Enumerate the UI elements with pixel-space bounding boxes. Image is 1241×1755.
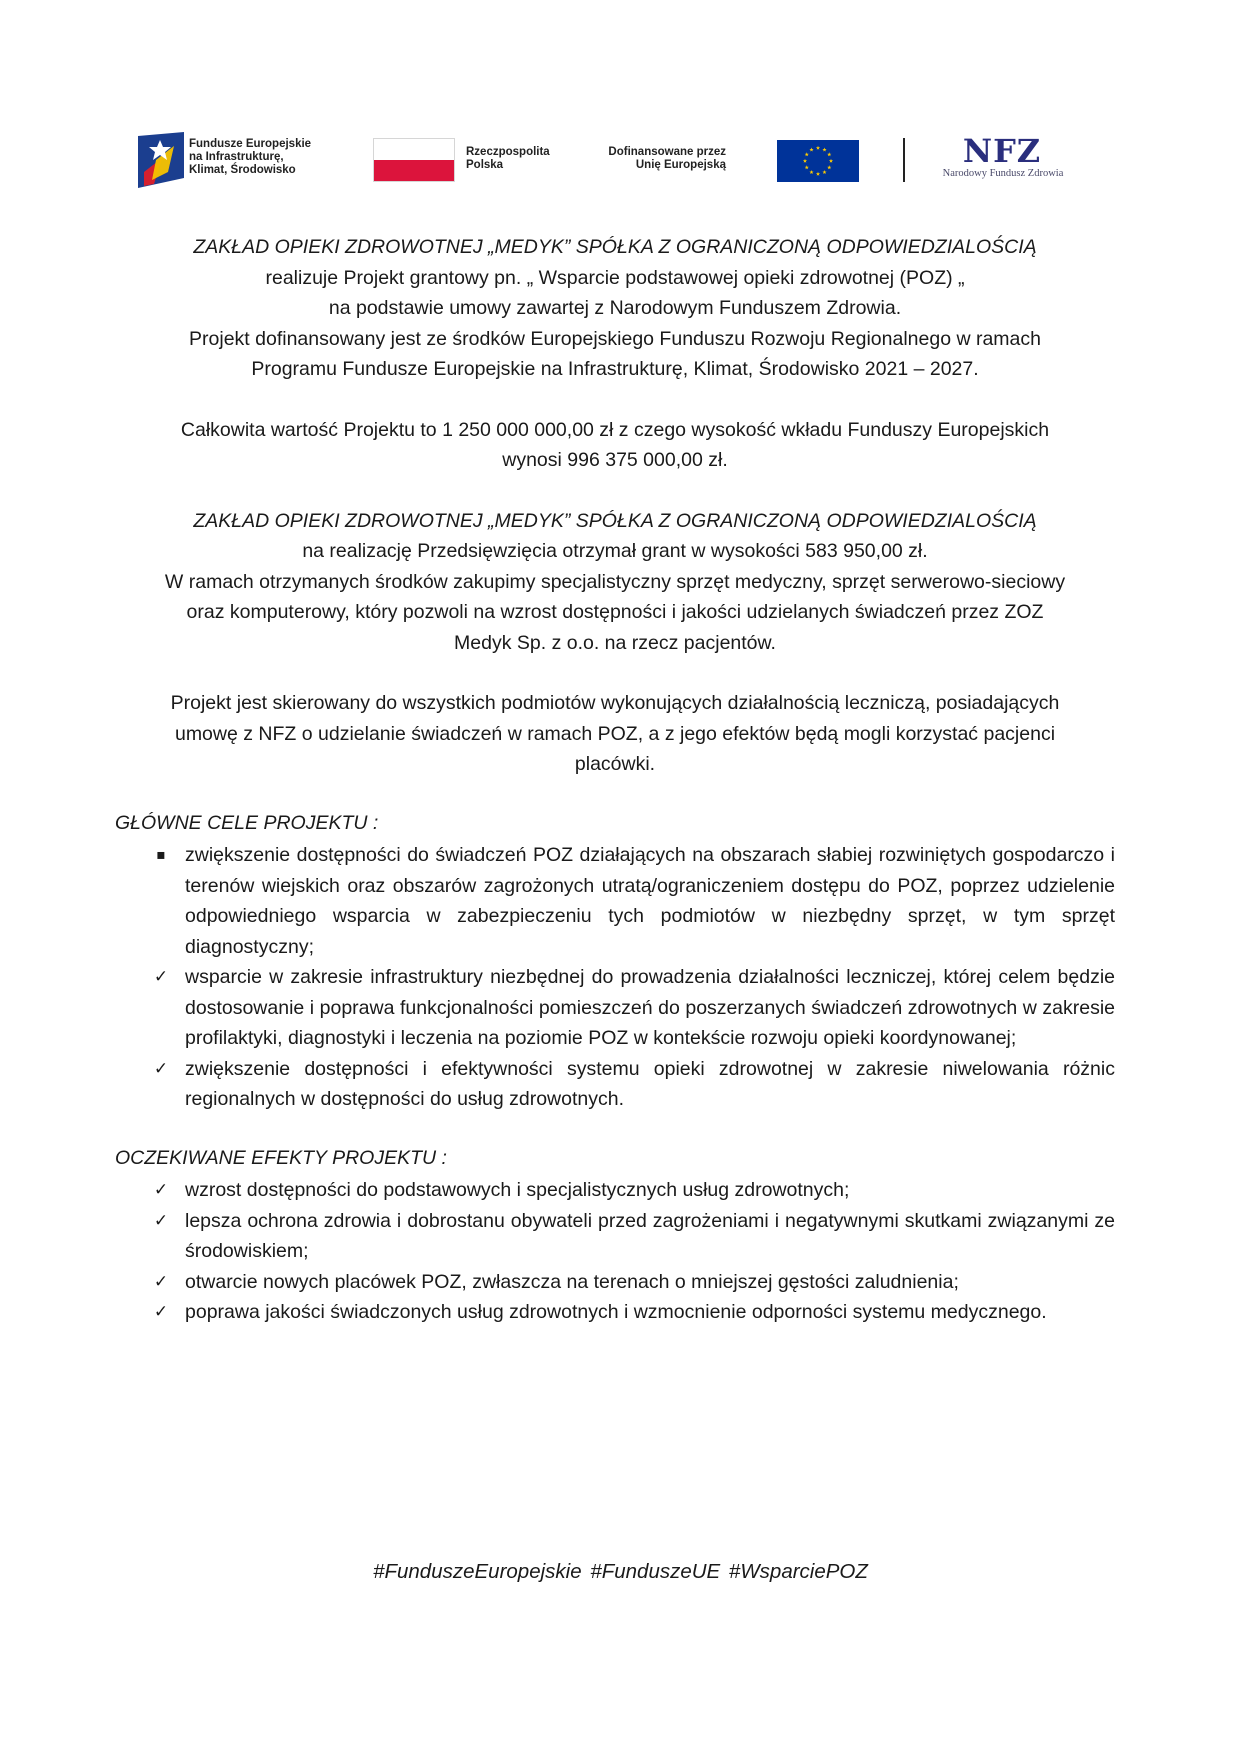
list-item (153, 1297, 1115, 1328)
grant-line: Medyk Sp. z o.o. na rzecz pacjentów. (454, 631, 776, 654)
value-line: Całkowita wartość Projektu to 1 250 000 000,00 zł z czego wysokość wkładu Funduszy Europejskich (180, 418, 1050, 441)
eu-flag-icon (777, 140, 859, 182)
fundusze-europejskie-logo-text: Fundusze Europejskie na Infrastrukturę, Klimat, Środowisko (189, 138, 312, 176)
checkmark-icon: ✓ (153, 1210, 169, 1231)
intro-section (115, 232, 1115, 385)
goals-heading: GŁÓWNE CELE PROJEKTU : (115, 811, 379, 834)
target-line: Projekt jest skierowany do wszystkich podmiotów wykonujących działalnością leczniczą, posiadających (170, 692, 1060, 714)
list-item-text: poprawa jakości świadczonych usług zdrowotnych i wzmocnienie odporności systemu medycznego. (185, 1301, 1047, 1323)
list-item-text: zwiększenie dostępności i efektywności systemu opieki zdrowotnej w zakresie niwelowania różnic regionalnych w dostępności do usług zdrowotnych. (185, 1057, 1115, 1110)
list-item (153, 1267, 1115, 1298)
grant-section (115, 506, 1115, 659)
list-item-text: wzrost dostępności do podstawowych i specjalistycznych usług zdrowotnych; (185, 1179, 850, 1201)
nfz-logo (943, 134, 1073, 184)
target-section (115, 688, 1115, 780)
list-item (153, 1206, 1115, 1267)
effects-list (115, 1175, 1115, 1328)
goals-section (115, 808, 1115, 1115)
list-item-text: lepsza ochrona zdrowia i dobrostanu obywateli przed zagrożeniami i negatywnymi skutkami związanymi ze środowiskiem; (185, 1209, 1115, 1262)
list-item-text: zwiększenie dostępności do świadczeń POZ działających na obszarach słabiej rozwiniętych gospodarczo i terenów wiejskich oraz obszarów zagrożonych utratą/ograniczeniem dostępu do POZ, poprzez udzielenie odpowiedniego wsparcia w zabezpieczeniu tych podmiotów w niezbędny sprzęt, w tym sprzęt diagnostyczny; (185, 844, 1115, 958)
target-line: umowę z NFZ o udzielanie świadczeń w ramach POZ, a z jego efektów będą mogli korzystać pacjenci (174, 722, 1056, 745)
checkmark-icon: ✓ (153, 1058, 169, 1079)
intro-line: Programu Fundusze Europejskie na Infrastrukturę, Klimat, Środowisko 2021 – 2027. (251, 358, 979, 380)
list-item (153, 1054, 1115, 1115)
project-value-section (115, 415, 1115, 476)
rzeczpospolita-polska-logo-text: Rzeczpospolita Polska (466, 146, 550, 171)
document-body (115, 232, 1115, 1328)
hashtags: #FunduszeEuropejskie #FunduszeUE #WsparciePOZ (373, 1560, 868, 1583)
effects-heading: OCZEKIWANE EFEKTY PROJEKTU : (115, 1146, 447, 1169)
target-line: placówki. (574, 753, 656, 775)
nfz-logo-text: Narodowy Fundusz Zdrowia (942, 168, 1064, 179)
poland-flag-icon (373, 138, 455, 182)
intro-line: na podstawie umowy zawartej z Narodowym Funduszem Zdrowia. (328, 297, 902, 319)
fundusze-europejskie-logo-icon (138, 132, 184, 188)
company-name: ZAKŁAD OPIEKI ZDROWOTNEJ „MEDYK” SPÓŁKA Z OGRANICZONĄ ODPOWIEDZIALOŚCIĄ (193, 236, 1037, 258)
grant-line: na realizację Przedsięwzięcia otrzymał grant w wysokości 583 950,00 zł. (302, 540, 928, 562)
logo-divider (903, 138, 905, 182)
checkmark-icon: ✓ (153, 967, 169, 987)
effects-section (115, 1143, 1115, 1328)
list-item (153, 1175, 1115, 1206)
list-item (156, 840, 1115, 962)
grant-line: oraz komputerowy, który pozwoli na wzrost dostępności i jakości udzielanych świadczeń przez ZOZ (186, 601, 1044, 623)
nfz-logo-mark: NFZ (962, 132, 1042, 170)
square-bullet-icon: ▪ (156, 847, 166, 863)
company-name: ZAKŁAD OPIEKI ZDROWOTNEJ „MEDYK” SPÓŁKA Z OGRANICZONĄ ODPOWIEDZIALOŚCIĄ (193, 509, 1037, 532)
list-item (153, 962, 1115, 1054)
grant-line: W ramach otrzymanych środków zakupimy specjalistyczny sprzęt medyczny, sprzęt serwerowo-sieciowy (164, 570, 1066, 593)
intro-line: Projekt dofinansowany jest ze środków Europejskiego Funduszu Rozwoju Regionalnego w ramach (189, 327, 1041, 350)
list-item-text: otwarcie nowych placówek POZ, zwłaszcza na terenach o mniejszej gęstości zaludnienia; (185, 1270, 959, 1293)
checkmark-icon: ✓ (153, 1271, 169, 1292)
list-item-text: wsparcie w zakresie infrastruktury niezbędnej do prowadzenia działalności leczniczej, której celem będzie dostosowanie i poprawa funkcjonalności pomieszczeń do poszerzanych świadczeń zdrowotnych w zakresie profilaktyki, diagnostyki i leczenia na poziomie POZ w kontekście rozwoju opieki koordynowanej; (185, 966, 1115, 1049)
goals-list (115, 840, 1115, 1115)
value-line: wynosi 996 375 000,00 zł. (502, 449, 728, 471)
eu-cofinanced-logo-text: Dofinansowane przez Unię Europejską (608, 146, 726, 171)
logo-bar (133, 130, 1113, 190)
checkmark-icon: ✓ (153, 1180, 169, 1200)
intro-line: realizuje Projekt grantowy pn. „ Wsparcie podstawowej opieki zdrowotnej (POZ) „ (265, 266, 965, 289)
checkmark-icon: ✓ (153, 1302, 169, 1322)
